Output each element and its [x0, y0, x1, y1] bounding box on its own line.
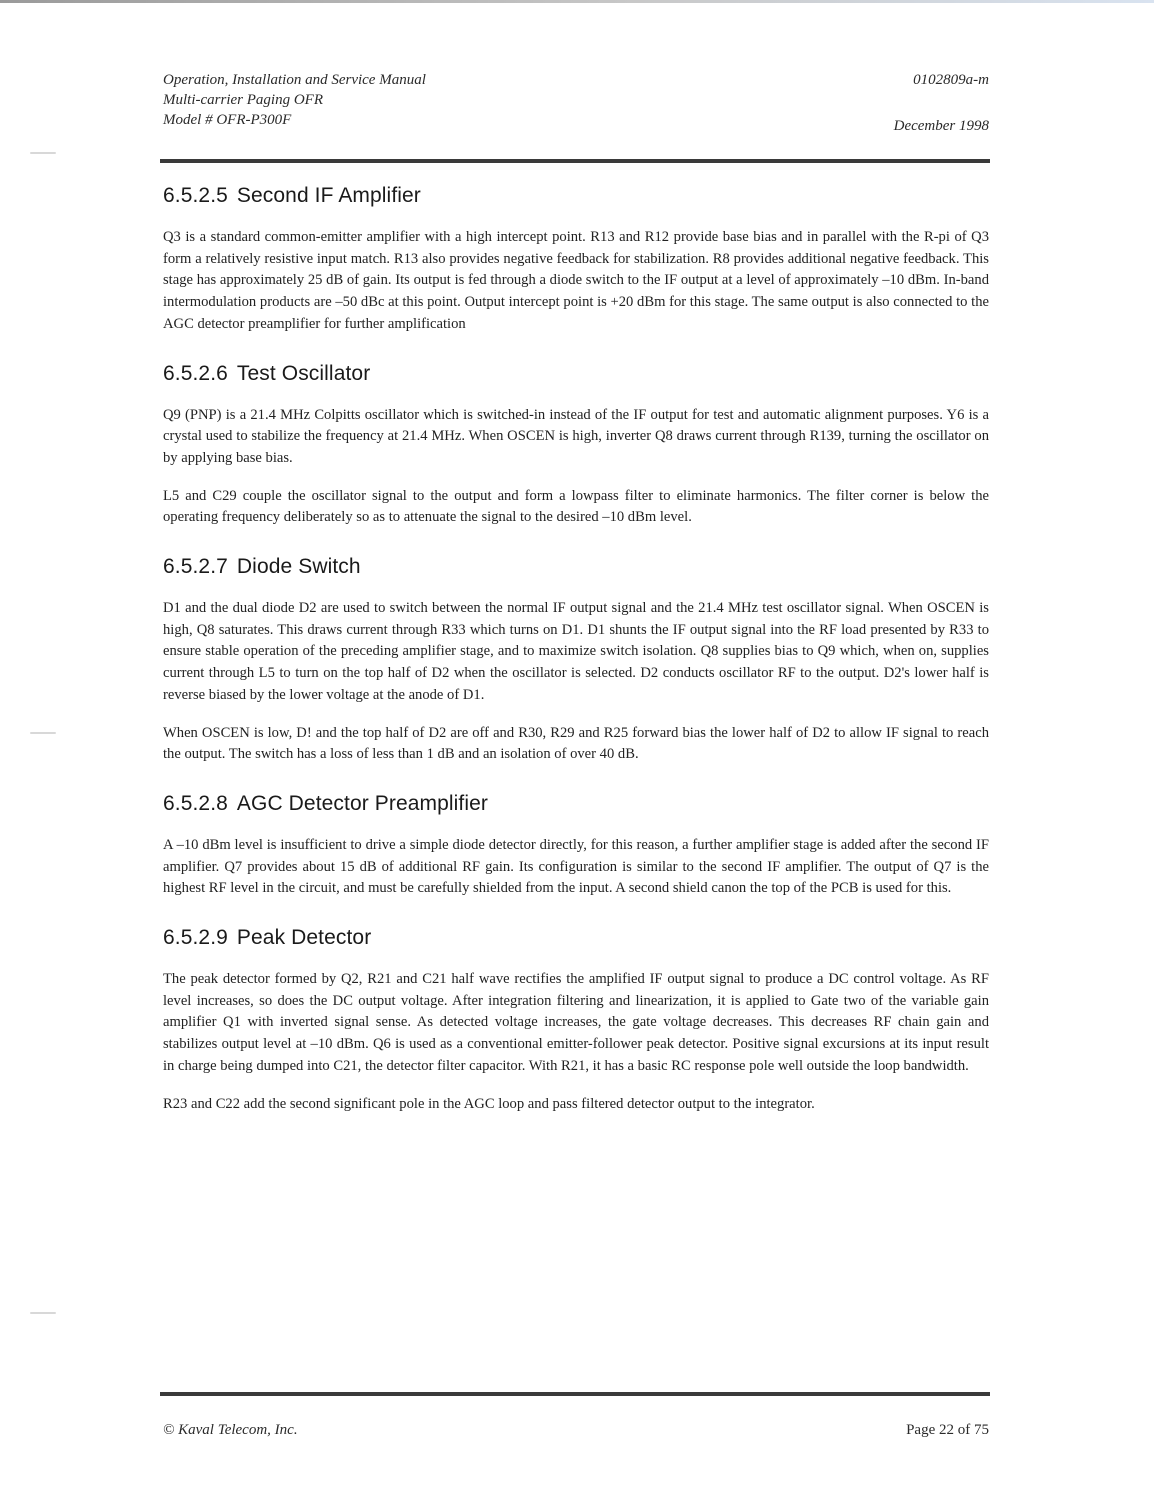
section-title: AGC Detector Preamplifier	[236, 791, 488, 815]
copyright: © Kaval Telecom, Inc.	[163, 1422, 298, 1438]
paragraph: L5 and C29 couple the oscillator signal to the output and form a lowpass filter to eliminate harmonics. The filter corner is below the operating frequency deliberately so as to attenuate the signal to the desired –10 dBm level.	[163, 487, 989, 526]
section-heading	[163, 926, 989, 950]
footer-rule	[160, 1392, 990, 1396]
section-title: Second IF Amplifier	[236, 184, 421, 207]
section-number: 6.5.2.7	[163, 555, 228, 579]
doc-date: December 1998	[893, 118, 989, 134]
paragraph: Q3 is a standard common-emitter amplifier with a high intercept point. R13 and R12 provide base bias and in parallel with the R-pi of Q3 form a relatively resistive input match. R13 also provides negative feedback for stabilization. R8 provides additional negative feedback. This stage has approximately 25 dB of gain. Its output is fed through a diode switch to the IF output at a level of approximately –10 dBm. In-band intermodulation products are –50 dBc at this point. Output intercept point is +20 dBm for this stage. The same output is also connected to the AGC detector preamplifier for further amplification	[163, 229, 989, 332]
paragraph: A –10 dBm level is insufficient to drive a simple diode detector directly, for this reason, a further amplifier stage is added after the second IF amplifier. Q7 provides about 15 dB of additional RF gain. Its configuration is similar to the second IF amplifier. The output of Q7 is the highest RF level in the circuit, and must be carefully shielded from the input. A second shield canon the top of the PCB is used for this.	[163, 836, 989, 897]
section-heading	[163, 792, 989, 816]
doc-number: 0102809a-m	[913, 72, 989, 88]
manual-title: Operation, Installation and Service Manual	[163, 72, 426, 88]
paragraph: R23 and C22 add the second significant pole in the AGC loop and pass filtered detector output to the integrator.	[163, 1095, 815, 1112]
page-content	[163, 184, 989, 1141]
paragraph: The peak detector formed by Q2, R21 and C21 half wave rectifies the amplified IF output signal to produce a DC control voltage. As RF level increases, so does the DC output voltage. After integration filtering and linearization, it is applied to Gate two of the variable gain amplifier Q1 with inverted signal sense. As detected voltage increases, the gate voltage decreases. This decreases RF chain gain and stabilizes output level at –10 dBm. Q6 is used as a conventional emitter-follower peak detector. Positive signal excursions at its input result in charge being dumped into C21, the detector filter capacitor. With R21, it has a basic RC response pole well outside the loop bandwidth.	[163, 971, 989, 1074]
model-number: Model # OFR-P300F	[163, 112, 292, 128]
section-agc-detector-preamplifier	[163, 792, 989, 900]
section-title: Test Oscillator	[236, 361, 371, 385]
paragraph: Q9 (PNP) is a 21.4 MHz Colpitts oscillator which is switched-in instead of the IF output for test and automatic alignment purposes. Y6 is a crystal used to stabilize the frequency at 21.4 MHz. When OSCEN is high, inverter Q8 draws current through R139, turning the oscillator on by applying base bias.	[163, 406, 989, 466]
section-number: 6.5.2.9	[163, 926, 228, 950]
section-second-if-amplifier	[163, 184, 989, 336]
page-number: Page 22 of 75	[906, 1422, 989, 1438]
section-number: 6.5.2.6	[163, 361, 228, 385]
section-title: Diode Switch	[236, 555, 361, 579]
section-number: 6.5.2.8	[163, 791, 228, 815]
margin-mark	[30, 732, 56, 734]
header-left	[163, 70, 426, 130]
section-peak-detector	[163, 926, 989, 1115]
scan-edge	[0, 0, 1154, 3]
section-number: 6.5.2.5	[163, 184, 228, 207]
paragraph: When OSCEN is low, D! and the top half of D2 are off and R30, R29 and R25 forward bias the lower half of D2 to allow IF signal to reach the output. The switch has a loss of less than 1 dB and an isolation of over 40 dB.	[163, 724, 989, 763]
section-heading	[163, 362, 989, 386]
paragraph: D1 and the dual diode D2 are used to switch between the normal IF output signal and the 21.4 MHz test oscillator signal. When OSCEN is high, Q8 saturates. This draws current through R33 which turns on D1. D1 shunts the IF output signal into the RF load presented by R33 to ensure stable operation of the preceding amplifier stage, and to maximize switch isolation. Q8 supplies bias to Q9 which, when on, supplies current through L5 to turn on the top half of D2 when the oscillator is selected. D2 conducts oscillator RF to the output. D2's lower half is reverse biased by the lower voltage at the anode of D1.	[163, 600, 989, 703]
section-heading	[163, 555, 989, 579]
section-title: Peak Detector	[236, 926, 372, 950]
margin-mark	[30, 1312, 56, 1314]
section-test-oscillator	[163, 362, 989, 530]
product-line: Multi-carrier Paging OFR	[163, 92, 323, 108]
margin-mark	[30, 152, 56, 154]
section-heading	[163, 184, 989, 208]
header-rule	[160, 159, 990, 163]
section-diode-switch	[163, 555, 989, 766]
